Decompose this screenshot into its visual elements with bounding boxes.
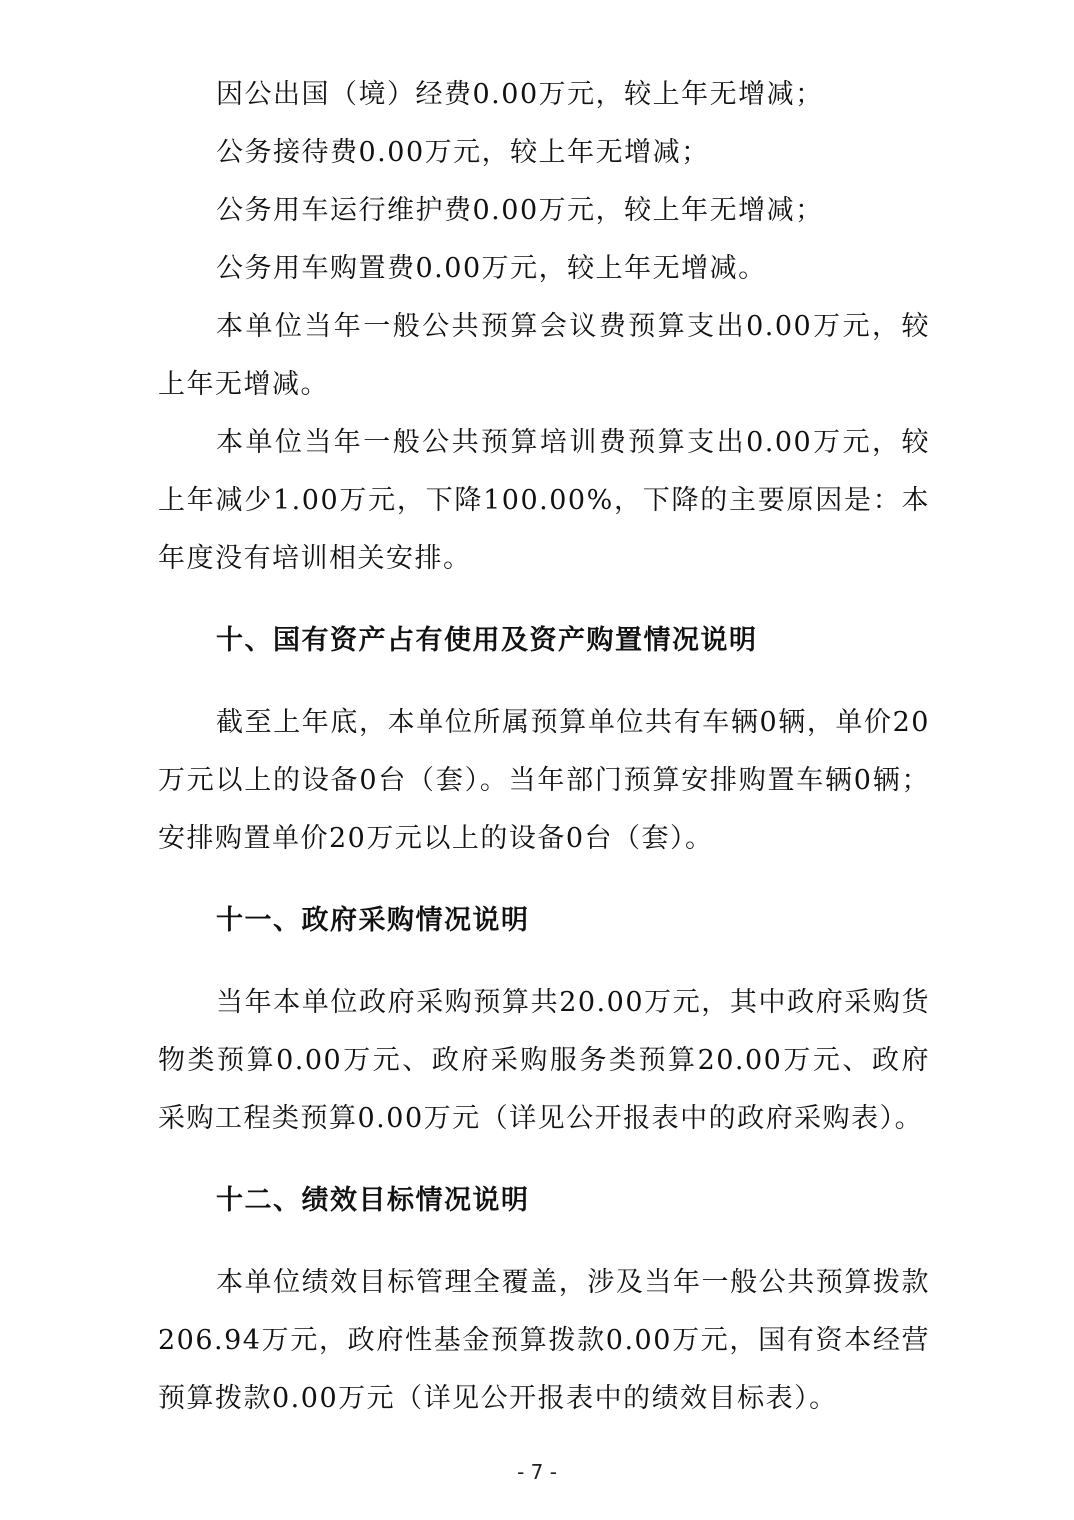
paragraph-assets: 截至上年底，本单位所属预算单位共有车辆0辆，单价20万元以上的设备0台（套）。当年部门预算安排购置车辆0辆；安排购置单价20万元以上的设备0台（套）。 [158, 707, 930, 854]
paragraph-vehicle-maintenance: 公务用车运行维护费0.00万元，较上年无增减； [216, 195, 824, 226]
paragraph-training-expense: 本单位当年一般公共预算培训费预算支出0.00万元，较上年减少1.00万元，下降100.00%，下降的主要原因是：本年度没有培训相关安排。 [158, 427, 930, 574]
section-heading-performance: 十二、绩效目标情况说明 [216, 1185, 530, 1216]
section-heading-procurement: 十一、政府采购情况说明 [216, 905, 530, 936]
paragraph-meeting-expense: 本单位当年一般公共预算会议费预算支出0.00万元，较上年无增减。 [158, 311, 930, 400]
paragraph-vehicle-purchase: 公务用车购置费0.00万元，较上年无增减。 [216, 253, 767, 284]
paragraph-procurement: 当年本单位政府采购预算共20.00万元，其中政府采购货物类预算0.00万元、政府采购服务类预算20.00万元、政府采购工程类预算0.00万元（详见公开报表中的政府采购表）。 [158, 987, 930, 1134]
paragraph-reception-expense: 公务接待费0.00万元，较上年无增减； [216, 137, 710, 168]
paragraph-performance: 本单位绩效目标管理全覆盖，涉及当年一般公共预算拨款206.94万元，政府性基金预算拨款0.00万元，国有资本经营预算拨款0.00万元（详见公开报表中的绩效目标表）。 [158, 1267, 930, 1414]
page-number: - 7 - [517, 1460, 557, 1484]
page-content [158, 66, 930, 1428]
section-heading-assets: 十、国有资产占有使用及资产购置情况说明 [216, 625, 758, 656]
paragraph-overseas-expense: 因公出国（境）经费0.00万元，较上年无增减； [216, 79, 824, 110]
